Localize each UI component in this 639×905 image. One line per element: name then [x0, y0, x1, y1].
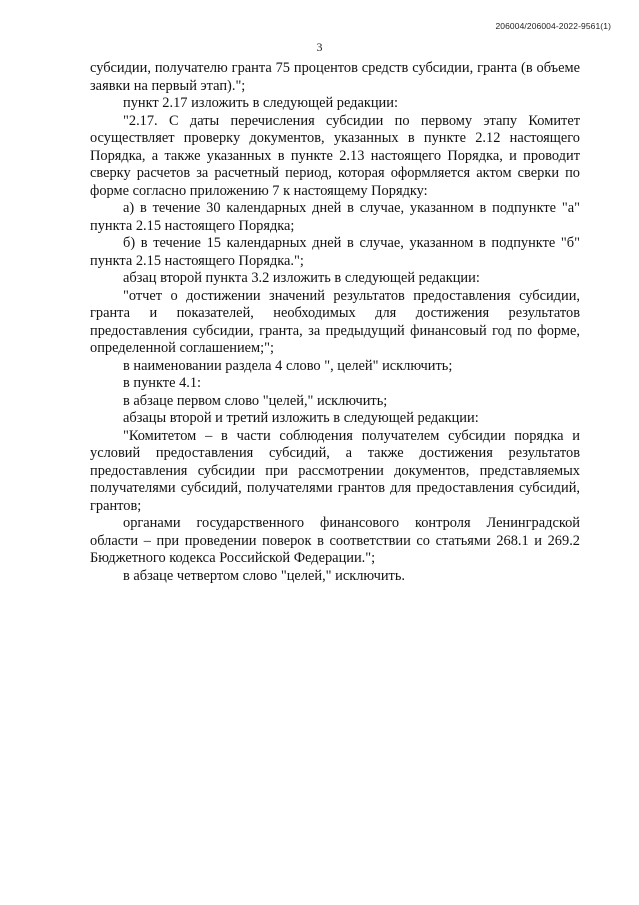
paragraph: в абзаце первом слово "целей," исключить; — [123, 392, 388, 409]
document-id: 206004/206004-2022-9561(1) — [495, 21, 611, 31]
paragraph: "отчет о достижении значений результатов предоставления субсидии, гранта и показателей, необходимых для достижения результатов предоставления субсидии, гранта, за предыдущий финансовый год по форме, определенной соглашением;"; — [90, 287, 580, 356]
paragraph: в наименовании раздела 4 слово ", целей" исключить; — [123, 357, 453, 374]
paragraph: "Комитетом – в части соблюдения получателем субсидии порядка и условий предоставления субсидий, а также достижения результатов предоставления субсидии при рассмотрении документов, представляемых получателями субсидий, получателями грантов для предоставления субсидий, грантов; — [90, 427, 580, 514]
page-number: 3 — [316, 40, 323, 54]
paragraph: органами государственного финансового контроля Ленинградской области – при проведении поверок в соответствии со статьями 268.1 и 269.2 Бюджетного кодекса Российской Федерации."; — [90, 515, 580, 566]
paragraph: б) в течение 15 календарных дней в случае, указанном в подпункте "б" пункта 2.15 настоящего Порядка."; — [90, 235, 580, 269]
paragraph: "2.17. С даты перечисления субсидии по первому этапу Комитет осуществляет проверку документов, указанных в пункте 2.12 настоящего Порядка, а также указанных в пункте 2.13 настоящего Порядка, и проводит сверку расчетов за расчетный период, которая оформляется актом сверки по форме согласно приложению 7 к настоящему Порядку: — [90, 112, 580, 199]
paragraph: в абзаце четвертом слово "целей," исключить. — [123, 567, 406, 584]
paragraph: субсидии, получателю гранта 75 процентов средств субсидии, гранта (в объеме заявки на первый этап)."; — [90, 60, 580, 94]
paragraph: абзацы второй и третий изложить в следующей редакции: — [123, 410, 479, 426]
paragraph: в пункте 4.1: — [123, 375, 202, 391]
paragraph: абзац второй пункта 3.2 изложить в следующей редакции: — [123, 270, 480, 286]
document-body — [90, 60, 580, 585]
paragraph: пункт 2.17 изложить в следующей редакции: — [123, 95, 398, 111]
paragraph: а) в течение 30 календарных дней в случае, указанном в подпункте "а" пункта 2.15 настоящего Порядка; — [90, 200, 580, 234]
